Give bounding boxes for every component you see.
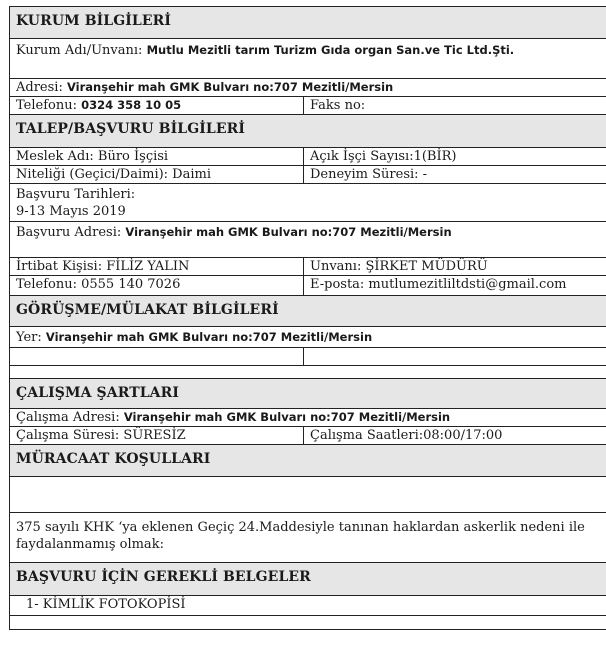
row-muracaat-text: [10, 513, 606, 563]
telefon-field: Telefonu: 0555 140 7026: [10, 276, 304, 295]
field-value: Viranşehir mah GMK Bulvarı no:707 Mezitli/Mersin: [66, 80, 394, 94]
row-calisma-sure: [10, 427, 606, 445]
empty-cell: [10, 348, 304, 365]
row-niteligi: [10, 166, 606, 184]
field-label: Adresi:: [16, 80, 67, 95]
eposta-field: E-posta: mutlumezitliltdsti@gmail.com: [304, 276, 606, 295]
row-kurum-adres: [10, 79, 606, 97]
empty-cell: [10, 477, 606, 512]
job-posting-form-table: [9, 6, 606, 630]
section-title: GÖRÜŞME/MÜLAKAT BİLGİLERİ: [10, 296, 606, 326]
row-basvuru-adresi: [10, 222, 606, 258]
field-value: Viranşehir mah GMK Bulvarı no:707 Mezitli/Mersin: [45, 330, 373, 344]
section-header-muracaat: [10, 445, 606, 477]
row-belge-empty: [10, 616, 606, 630]
basvuru-adresi-field: [10, 222, 606, 257]
row-kurum-adi: [10, 39, 606, 79]
field-label: Kurum Adı/Unvanı:: [16, 43, 147, 58]
row-iletisim: [10, 276, 606, 296]
gorusme-yer-field: [10, 327, 606, 347]
empty-cell: [10, 616, 606, 629]
row-belge-1: [10, 596, 606, 616]
field-label: Çalışma Adresi:: [16, 410, 124, 425]
row-calisma-adresi: [10, 409, 606, 427]
field-label: Yer:: [16, 330, 46, 345]
niteligi-field: Niteliği (Geçici/Daimi): Daimi: [10, 166, 304, 183]
section-header-calisma: [10, 378, 606, 409]
section-header-gorusme: [10, 296, 606, 327]
section-title: MÜRACAAT KOŞULLARI: [10, 445, 606, 476]
unvan-field: Unvanı: ŞİRKET MÜDÜRÜ: [304, 258, 606, 275]
field-label: Telefonu:: [16, 98, 82, 113]
calisma-suresi-field: Çalışma Süresi: SÜRESİZ: [10, 427, 304, 444]
section-title: TALEP/BAŞVURU BİLGİLERİ: [10, 115, 606, 147]
belge-list-item: 1- KİMLİK FOTOKOPİSİ: [10, 596, 606, 615]
field-label: Başvuru Adresi:: [16, 225, 126, 240]
field-value: Viranşehir mah GMK Bulvarı no:707 Mezitli/Mersin: [125, 225, 452, 239]
section-title: KURUM BİLGİLERİ: [10, 7, 606, 38]
kurum-adres-field: [10, 79, 606, 96]
row-irtibat: [10, 258, 606, 276]
basvuru-tarihleri-field: [10, 184, 606, 221]
field-value: Mutlu Mezitli tarım Turizm Gıda organ San.ve Tic Ltd.Şti.: [146, 43, 515, 57]
field-value: Viranşehir mah GMK Bulvarı no:707 Mezitli/Mersin: [123, 410, 451, 424]
calisma-adresi-field: [10, 409, 606, 426]
meslek-adi-field: Meslek Adı: Büro İşçisi: [10, 148, 304, 165]
section-title: BAŞVURU İÇİN GEREKLİ BELGELER: [10, 563, 606, 595]
field-value: 0324 358 10 05: [81, 98, 182, 112]
section-header-belgeler: [10, 563, 606, 596]
row-gorusme-yer: [10, 327, 606, 348]
section-header-kurum: [10, 7, 606, 39]
row-muracaat-empty: [10, 477, 606, 513]
calisma-saatleri-field: Çalışma Saatleri:08:00/17:00: [304, 427, 606, 444]
deneyim-suresi-field: Deneyim Süresi: -: [304, 166, 606, 183]
row-kurum-telefon: [10, 97, 606, 115]
row-gorusme-empty: [10, 348, 606, 366]
row-meslek: [10, 148, 606, 166]
field-label: Başvuru Tarihleri:: [16, 187, 136, 202]
kurum-adi-field: [10, 39, 606, 78]
muracaat-kosul-text: 375 sayılı KHK ‘ya eklenen Geçiç 24.Maddesiyle tanınan haklardan askerlik nedeni ile faydalanmamış olmak:: [10, 513, 606, 562]
section-header-talep: [10, 115, 606, 148]
section-title: ÇALIŞMA ŞARTLARI: [10, 379, 606, 408]
kurum-faks-field: Faks no:: [304, 97, 606, 114]
empty-cell: [304, 348, 606, 365]
irtibat-kisisi-field: İrtibat Kişisi: FİLİZ YALIN: [10, 258, 304, 275]
acik-isci-sayisi-field: Açık İşçi Sayısı:1(BİR): [304, 148, 606, 165]
field-value: 9-13 Mayıs 2019: [16, 204, 126, 219]
row-basvuru-tarihleri: [10, 184, 606, 222]
kurum-telefon-field: [10, 97, 304, 114]
